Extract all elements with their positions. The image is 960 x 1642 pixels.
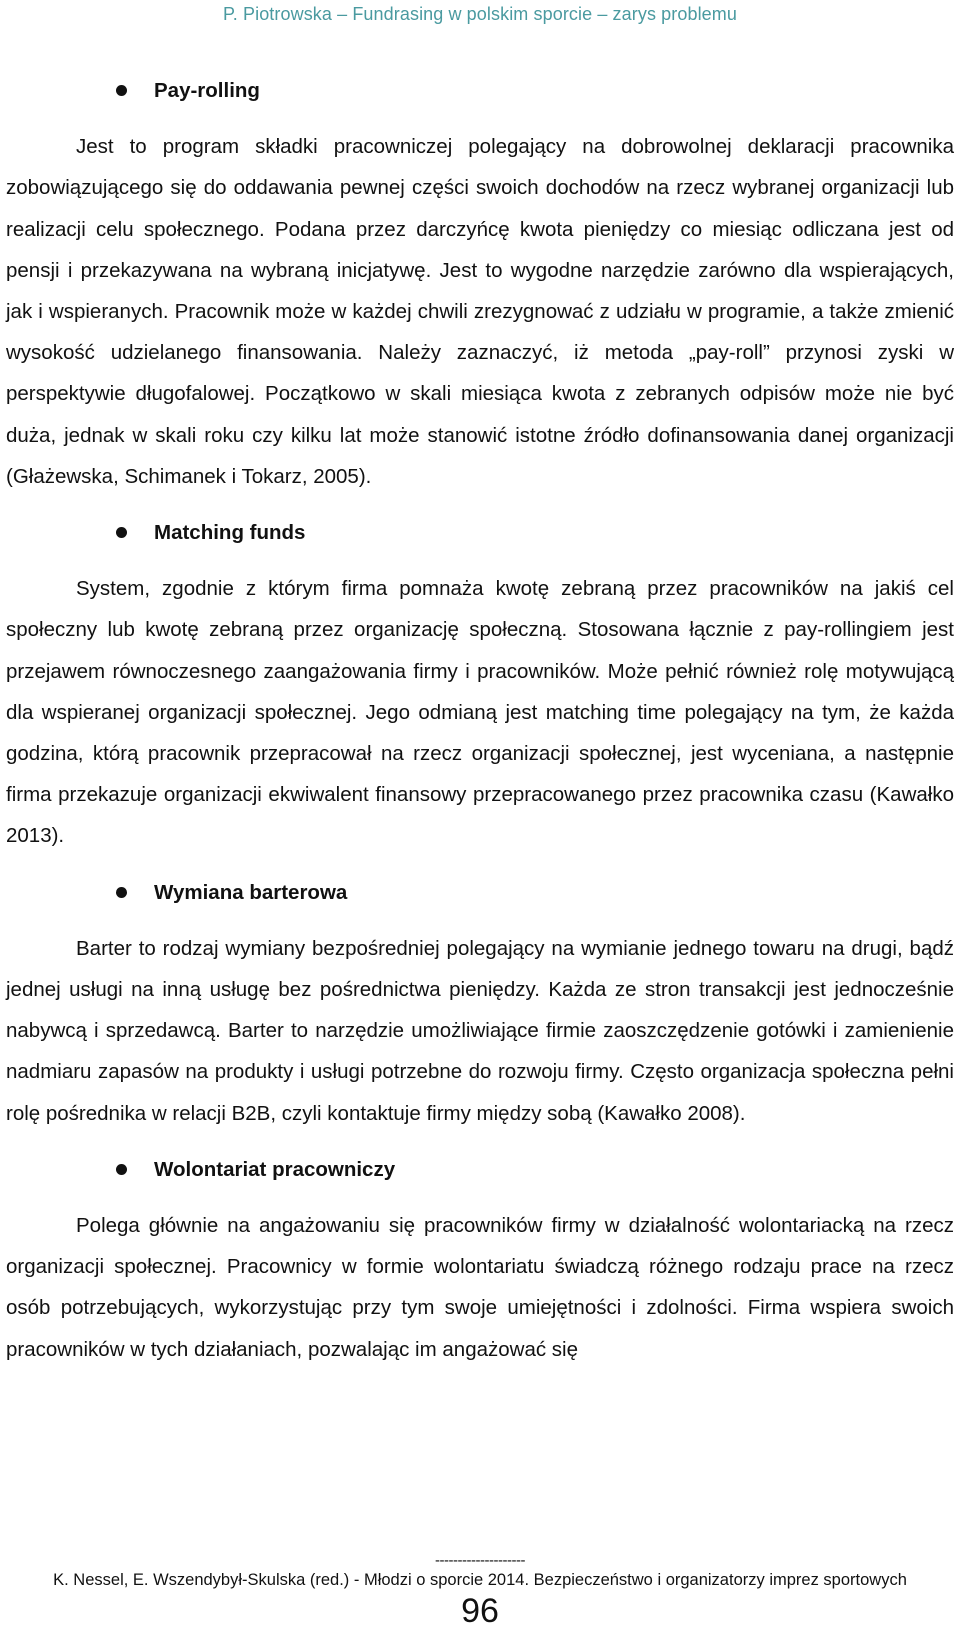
section-heading-label: Wymiana barterowa [154, 880, 348, 904]
section-heading-wolontariat-pracowniczy [6, 1149, 954, 1190]
running-header: P. Piotrowska – Fundrasing w polskim sporcie – zarys problemu [223, 4, 737, 24]
bullet-icon [116, 887, 127, 898]
section-heading-matching-funds [6, 512, 954, 553]
section-heading-wymiana-barterowa [6, 872, 954, 913]
page-number: 96 [461, 1592, 499, 1630]
footer-reference: K. Nessel, E. Wszendybył-Skulska (red.) - Młodzi o sporcie 2014. Bezpieczeństwo i organizatorzy imprez sportowych [53, 1571, 907, 1589]
footer-separator: -------------------- [435, 1552, 525, 1569]
bullet-icon [116, 527, 127, 538]
document-body [6, 70, 954, 1385]
section-heading-label: Wolontariat pracowniczy [154, 1157, 396, 1181]
section-heading-pay-rolling [6, 70, 954, 111]
section-heading-label: Matching funds [154, 521, 306, 545]
section-paragraph-pay-rolling: Jest to program składki pracowniczej polegający na dobrowolnej deklaracji pracownika zobowiązującego się do oddawania pewnej części swoich dochodów na rzecz wybranej organizacji lub realizacji celu społecznego. Podana przez darczyńcę kwota pieniędzy co miesiąc odliczana jest od pensji i przekazywana na wybraną inicjatywę. Jest to wygodne narzędzie zarówno dla wspierających, jak i wspieranych. Pracownik może w każdej chwili zrezygnować z udziału w programie, a także zmienić wysokość udzielanego finansowania. Należy zaznaczyć, iż metoda „pay-roll” przynosi zyski w perspektywie długofalowej. Początkowo w skali miesiąca kwota z zebranych odpisów może nie być duża, jednak w skali roku czy kilku lat może stanowić istotne źródło dofinansowania danej organizacji (Głażewska, Schimanek i Tokarz, 2005). [6, 135, 954, 488]
section-paragraph-matching-funds: System, zgodnie z którym firma pomnaża kwotę zebraną przez pracowników na jakiś cel społeczny lub kwotę zebraną przez organizację społeczną. Stosowana łącznie z pay-rollingiem jest przejawem równoczesnego zaangażowania firmy i pracowników. Może pełnić również rolę motywującą dla wspieranej organizacji społecznej. Jego odmianą jest matching time polegający na tym, że każda godzina, którą pracownik przepracował na rzecz organizacji społecznej, jest wyceniana, a następnie firma przekazuje organizacji ekwiwalent finansowy przepracowanego przez pracownika czasu (Kawałko 2013). [6, 577, 954, 848]
bullet-icon [116, 85, 127, 96]
section-paragraph-wolontariat-pracowniczy: Polega głównie na angażowaniu się pracowników firmy w działalność wolontariacką na rzecz organizacji społecznej. Pracownicy w formie wolontariatu świadczą różnego rodzaju prace na rzecz osób potrzebujących, wykorzystując przy tym swoje umiejętności i zdolności. Firma wspiera swoich pracowników w tych działaniach, pozwalając im angażować się [6, 1214, 954, 1361]
section-heading-label: Pay-rolling [154, 79, 260, 102]
section-paragraph-wymiana-barterowa: Barter to rodzaj wymiany bezpośredniej polegający na wymianie jednego towaru na drugi, bądź jednej usługi na inną usługę bez pośrednictwa pieniędzy. Każda ze stron transakcji jest jednocześnie nabywcą i sprzedawcą. Barter to narzędzie umożliwiające firmie zaoszczędzenie gotówki i zamienienie nadmiaru zapasów na produkty i usługi potrzebne do rozwoju firmy. Często organizacja społeczna pełni rolę pośrednika w relacji B2B, czyli kontaktuje firmy między sobą (Kawałko 2008). [6, 936, 954, 1125]
bullet-icon [116, 1164, 127, 1175]
